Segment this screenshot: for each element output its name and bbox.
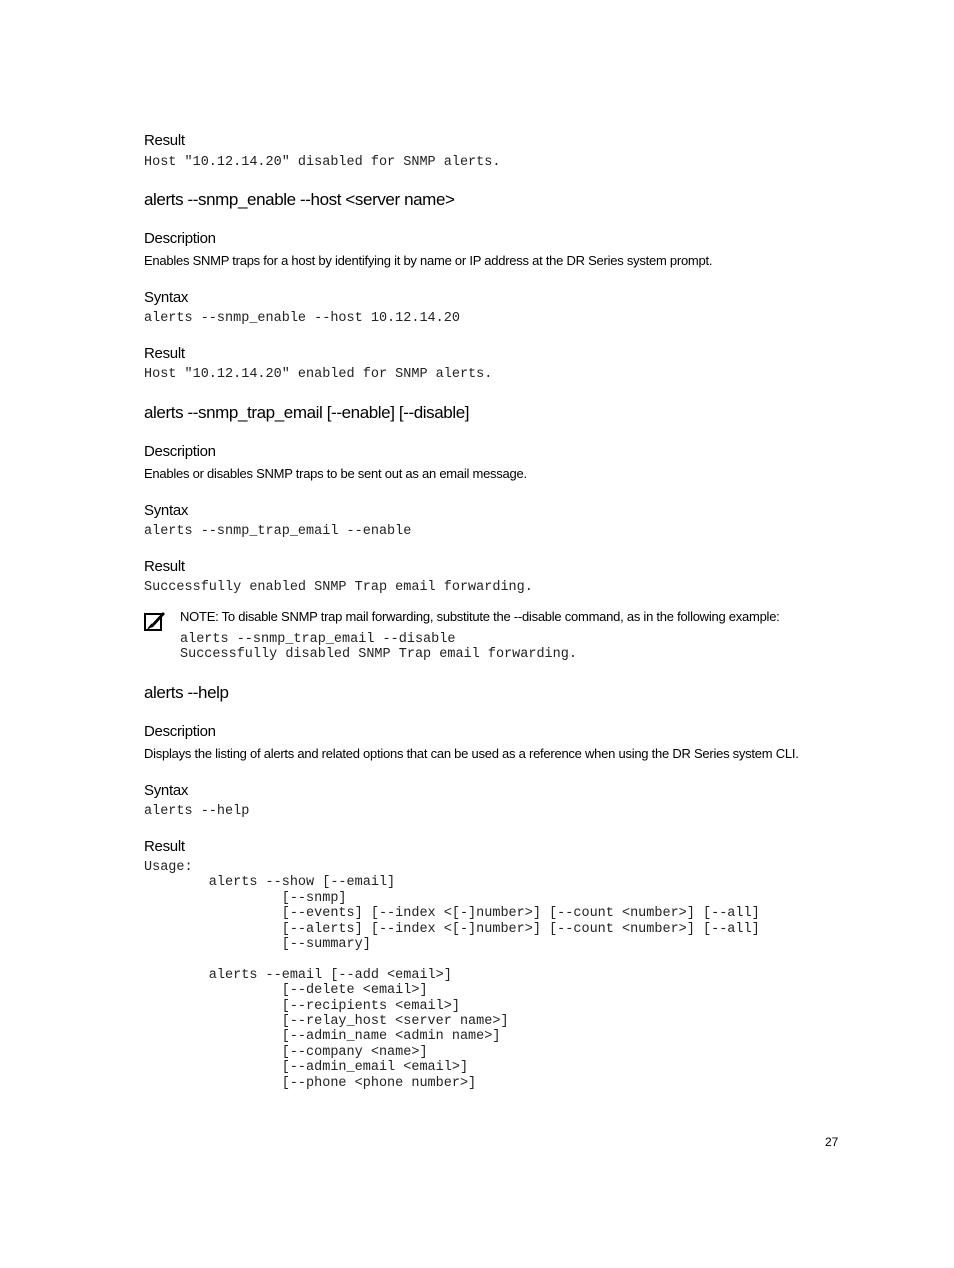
usage-code: Usage: alerts --show [--email] [--snmp] [--events] [--index <[-]number>] [--count <number>] [--all] [--alerts] [--index <[-]number>] [--count <number>] [--all] [--summary] alerts --email [--add <email>] [--delete <email>] [--recipients <email>] [--relay_host <server name>] [--admin_name <admin name>] [--company <name>] [--admin_email <email>] [--phone <phone number>] [144,860,760,1091]
note-code: alerts --snmp_trap_email --disable Successfully disabled SNMP Trap email forwarding. [180,632,577,663]
pencil-note-icon [144,610,166,632]
command-title-help: alerts --help [144,683,229,702]
note-text-before: To disable SNMP trap mail forwarding, substitute the [221,609,511,624]
syntax-code: alerts --snmp_enable --host 10.12.14.20 [144,311,460,326]
syntax-heading: Syntax [144,502,189,519]
note-label: NOTE: [180,609,219,624]
description-heading: Description [144,723,216,740]
page-number: 27 [825,1135,839,1149]
result-code: Host "10.12.14.20" disabled for SNMP alerts. [144,155,501,170]
description-text: Enables or disables SNMP traps to be sent out as an email message. [144,466,527,481]
result-heading: Result [144,345,185,362]
syntax-heading: Syntax [144,289,189,306]
description-heading: Description [144,230,216,247]
note-text [180,609,780,625]
result-heading: Result [144,132,185,149]
syntax-code: alerts --snmp_trap_email --enable [144,524,412,539]
command-title-snmp-trap-email: alerts --snmp_trap_email [--enable] [--disable] [144,403,470,422]
syntax-heading: Syntax [144,782,189,799]
description-text: Enables SNMP traps for a host by identifying it by name or IP address at the DR Series system prompt. [144,253,713,268]
result-code: Host "10.12.14.20" enabled for SNMP alerts. [144,367,493,382]
syntax-code: alerts --help [144,804,250,819]
description-text: Displays the listing of alerts and related options that can be used as a reference when using the DR Series system CLI. [144,746,799,761]
result-code: Successfully enabled SNMP Trap email forwarding. [144,580,533,595]
result-heading: Result [144,558,185,575]
description-heading: Description [144,443,216,460]
command-title-snmp-enable: alerts --snmp_enable --host <server name> [144,190,455,209]
note-text-after: command, as in the following example: [564,609,780,624]
result-heading: Result [144,838,185,855]
note-command: --disable [513,609,562,624]
